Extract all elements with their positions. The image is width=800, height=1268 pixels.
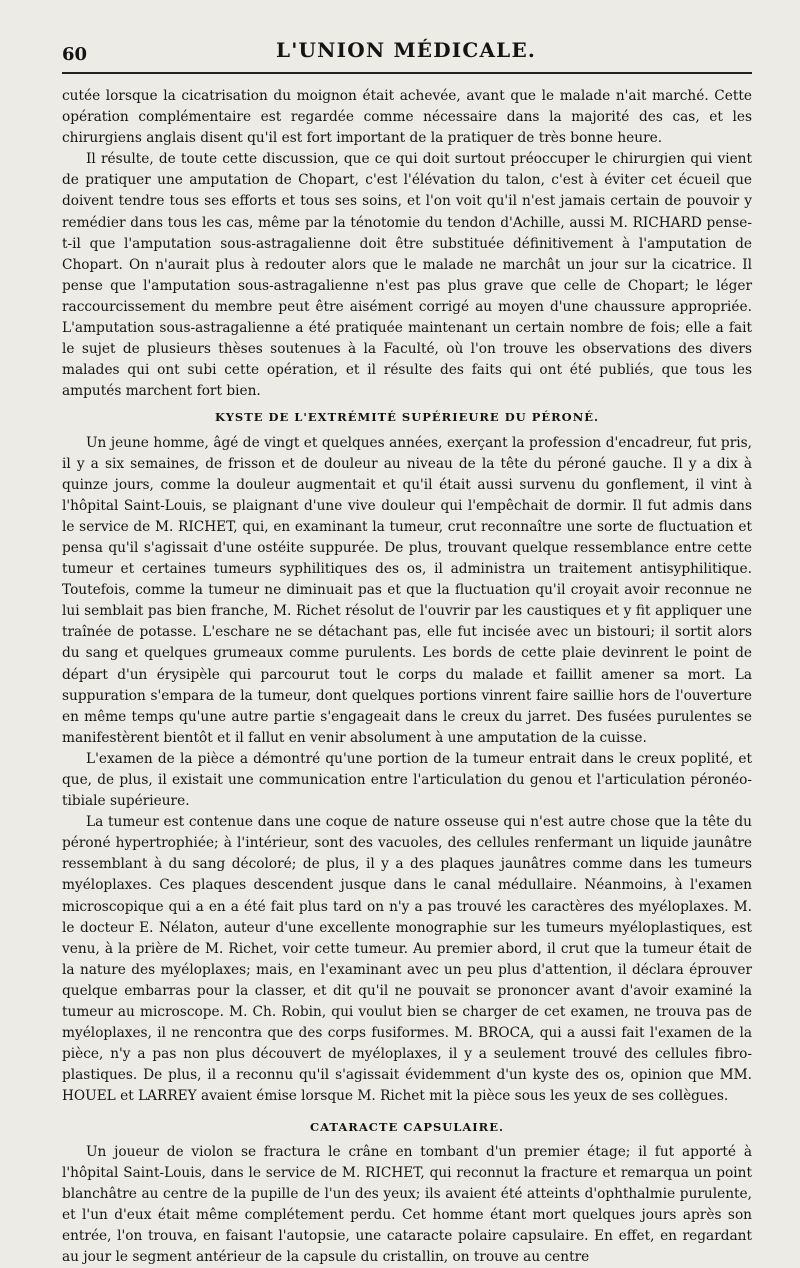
- paragraph-2: Il résulte, de toute cette discussion, que ce qui doit surtout préoccuper le chirurgien qui vient de pratiquer une amputation de Chopart, c'est l'élévation du talon, c'est à éviter cet écueil que doivent tendre tous ses efforts et tous ses soins, et l'on voit qu'il n'est jamais certain de pouvoir y remédier dans tous les cas, même par la ténotomie du tendon d'Achille, aussi M. RICHARD pense-t-il que l'amputation sous-astragalienne doit être substituée définitivement à l'amputation de Chopart. On n'aurait plus à redouter alors que le malade ne marchât un jour sur la cicatrice. Il pense que l'amputation sous-astragalienne n'est pas plus grave que celle de Chopart; le léger raccourcissement du membre peut être aisément corrigé au moyen d'une chaussure appropriée. L'amputation sous-astragalienne a été pratiquée maintenant un certain nombre de fois; elle a fait le sujet de plusieurs thèses soutenues à la Faculté, où l'on trouve les observations des divers malades qui ont subi cette opération, et il résulte des faits qui ont été publiés, que tous les amputés marchent fort bien.: [62, 151, 752, 400]
- journal-title: L'UNION MÉDICALE.: [275, 38, 537, 62]
- page-header: [62, 36, 750, 66]
- paragraph-6: Un joueur de violon se fractura le crâne en tombant d'un premier étage; il fut apporté à l'hôpital Saint-Louis, dans le service de M. RICHET, qui reconnut la fracture et remarqua un point blanchâtre au centre de la pupille de l'un des yeux; ils avaient été atteints d'ophthalmie purulente, et l'un d'eux était même complétement perdu. Cet homme étant mort quelques jours après son entrée, l'on trouva, en faisant l'autopsie, une cataracte polaire capsulaire. En effet, en regardant au jour le segment antérieur de la capsule du cristallin, on trouve au centre: [62, 1143, 752, 1266]
- section-title-kyste: KYSTE DE L'EXTRÉMITÉ SUPÉRIEURE DU PÉRONÉ.: [215, 410, 599, 425]
- paragraph-4: L'examen de la pièce a démontré qu'une portion de la tumeur entrait dans le creux poplité, et que, de plus, il existait une communication entre l'articulation du genou et l'articulation péronéo-tibiale supérieure.: [62, 750, 752, 810]
- header-rule: [62, 72, 752, 74]
- page-number: 60: [62, 44, 88, 65]
- paragraph-1: cutée lorsque la cicatrisation du moignon était achevée, avant que le malade n'ait marché. Cette opération complémentaire est regardée comme nécessaire dans la majorité des cas, et les chirurgiens anglais disent qu'il est fort important de la pratiquer de très bonne heure.: [62, 88, 752, 147]
- paragraph-3: Un jeune homme, âgé de vingt et quelques années, exerçant la profession d'encadreur, fut pris, il y a six semaines, de frisson et de douleur au niveau de la tête du péroné gauche. Il y a dix à quinze jours, comme la douleur augmentait et qu'il était aussi survenu du gonflement, il vint à l'hôpital Saint-Louis, se plaignant d'une vive douleur qui l'empêchait de dormir. Il fut admis dans le service de M. RICHET, qui, en examinant la tumeur, crut reconnaître une sorte de fluctuation et pensa qu'il s'agissait d'une ostéite suppurée. De plus, trouvant quelque ressemblance entre cette tumeur et certaines tumeurs syphilitiques des os, il administra un traitement antisyphilitique. Toutefois, comme la tumeur ne diminuait pas et que la fluctuation qu'il croyait avoir reconnue ne lui semblait pas bien franche, M. Richet résolut de l'ouvrir par les caustiques et y fit appliquer une traînée de potasse. L'eschare ne se détachant pas, elle fut incisée avec un bistouri; il sortit alors du sang et quelques grumeaux comme purulents. Les bords de cette plaie devinrent le point de départ d'un érysipèle qui parcourut tout le corps du malade et faillit amener sa mort. La suppuration s'empara de la tumeur, dont quelques portions vinrent faire saillie hors de l'ouverture en même temps qu'une autre partie s'engageait dans le creux du jarret. Des fusées purulentes se manifestèrent bientôt et il fallut en venir absolument à une amputation de la cuisse.: [62, 434, 752, 746]
- paragraph-5: La tumeur est contenue dans une coque de nature osseuse qui n'est autre chose que la tête du péroné hypertrophiée; à l'intérieur, sont des vacuoles, des cellules renfermant un liquide jaunâtre ressemblant à du sang décoloré; de plus, il y a des plaques jaunâtres comme dans les tumeurs myéloplaxes. Ces plaques descendent jusque dans le canal médullaire. Néanmoins, à l'examen microscopique qui a en a été fait plus tard on n'y a pas trouvé les caractères des myéloplaxes. M. le docteur E. Nélaton, auteur d'une excellente monographie sur les tumeurs myéloplastiques, est venu, à la prière de M. Richet, voir cette tumeur. Au premier abord, il crut que la tumeur était de la nature des myéloplaxes; mais, en l'examinant avec un peu plus d'attention, il déclara éprouver quelque embarras pour la classer, et dit qu'il ne pouvait se prononcer avant d'avoir examiné la tumeur au microscope. M. Ch. Robin, qui voulut bien se charger de cet examen, ne trouva pas de myéloplaxes, il ne rencontra que des corps fusiformes. M. BROCA, qui a aussi fait l'examen de la pièce, n'y a pas non plus découvert de myéloplaxes, il y a seulement trouvé des cellules fibro-plastiques. De plus, il a reconnu qu'il s'agissait évidemment d'un kyste des os, opinion que MM. HOUEL et LARREY avaient émise lorsque M. Richet mit la pièce sous les yeux de ses collègues.: [62, 814, 752, 1105]
- article-body: [62, 86, 752, 1268]
- section-title-cataracte: CATARACTE CAPSULAIRE.: [309, 1119, 505, 1134]
